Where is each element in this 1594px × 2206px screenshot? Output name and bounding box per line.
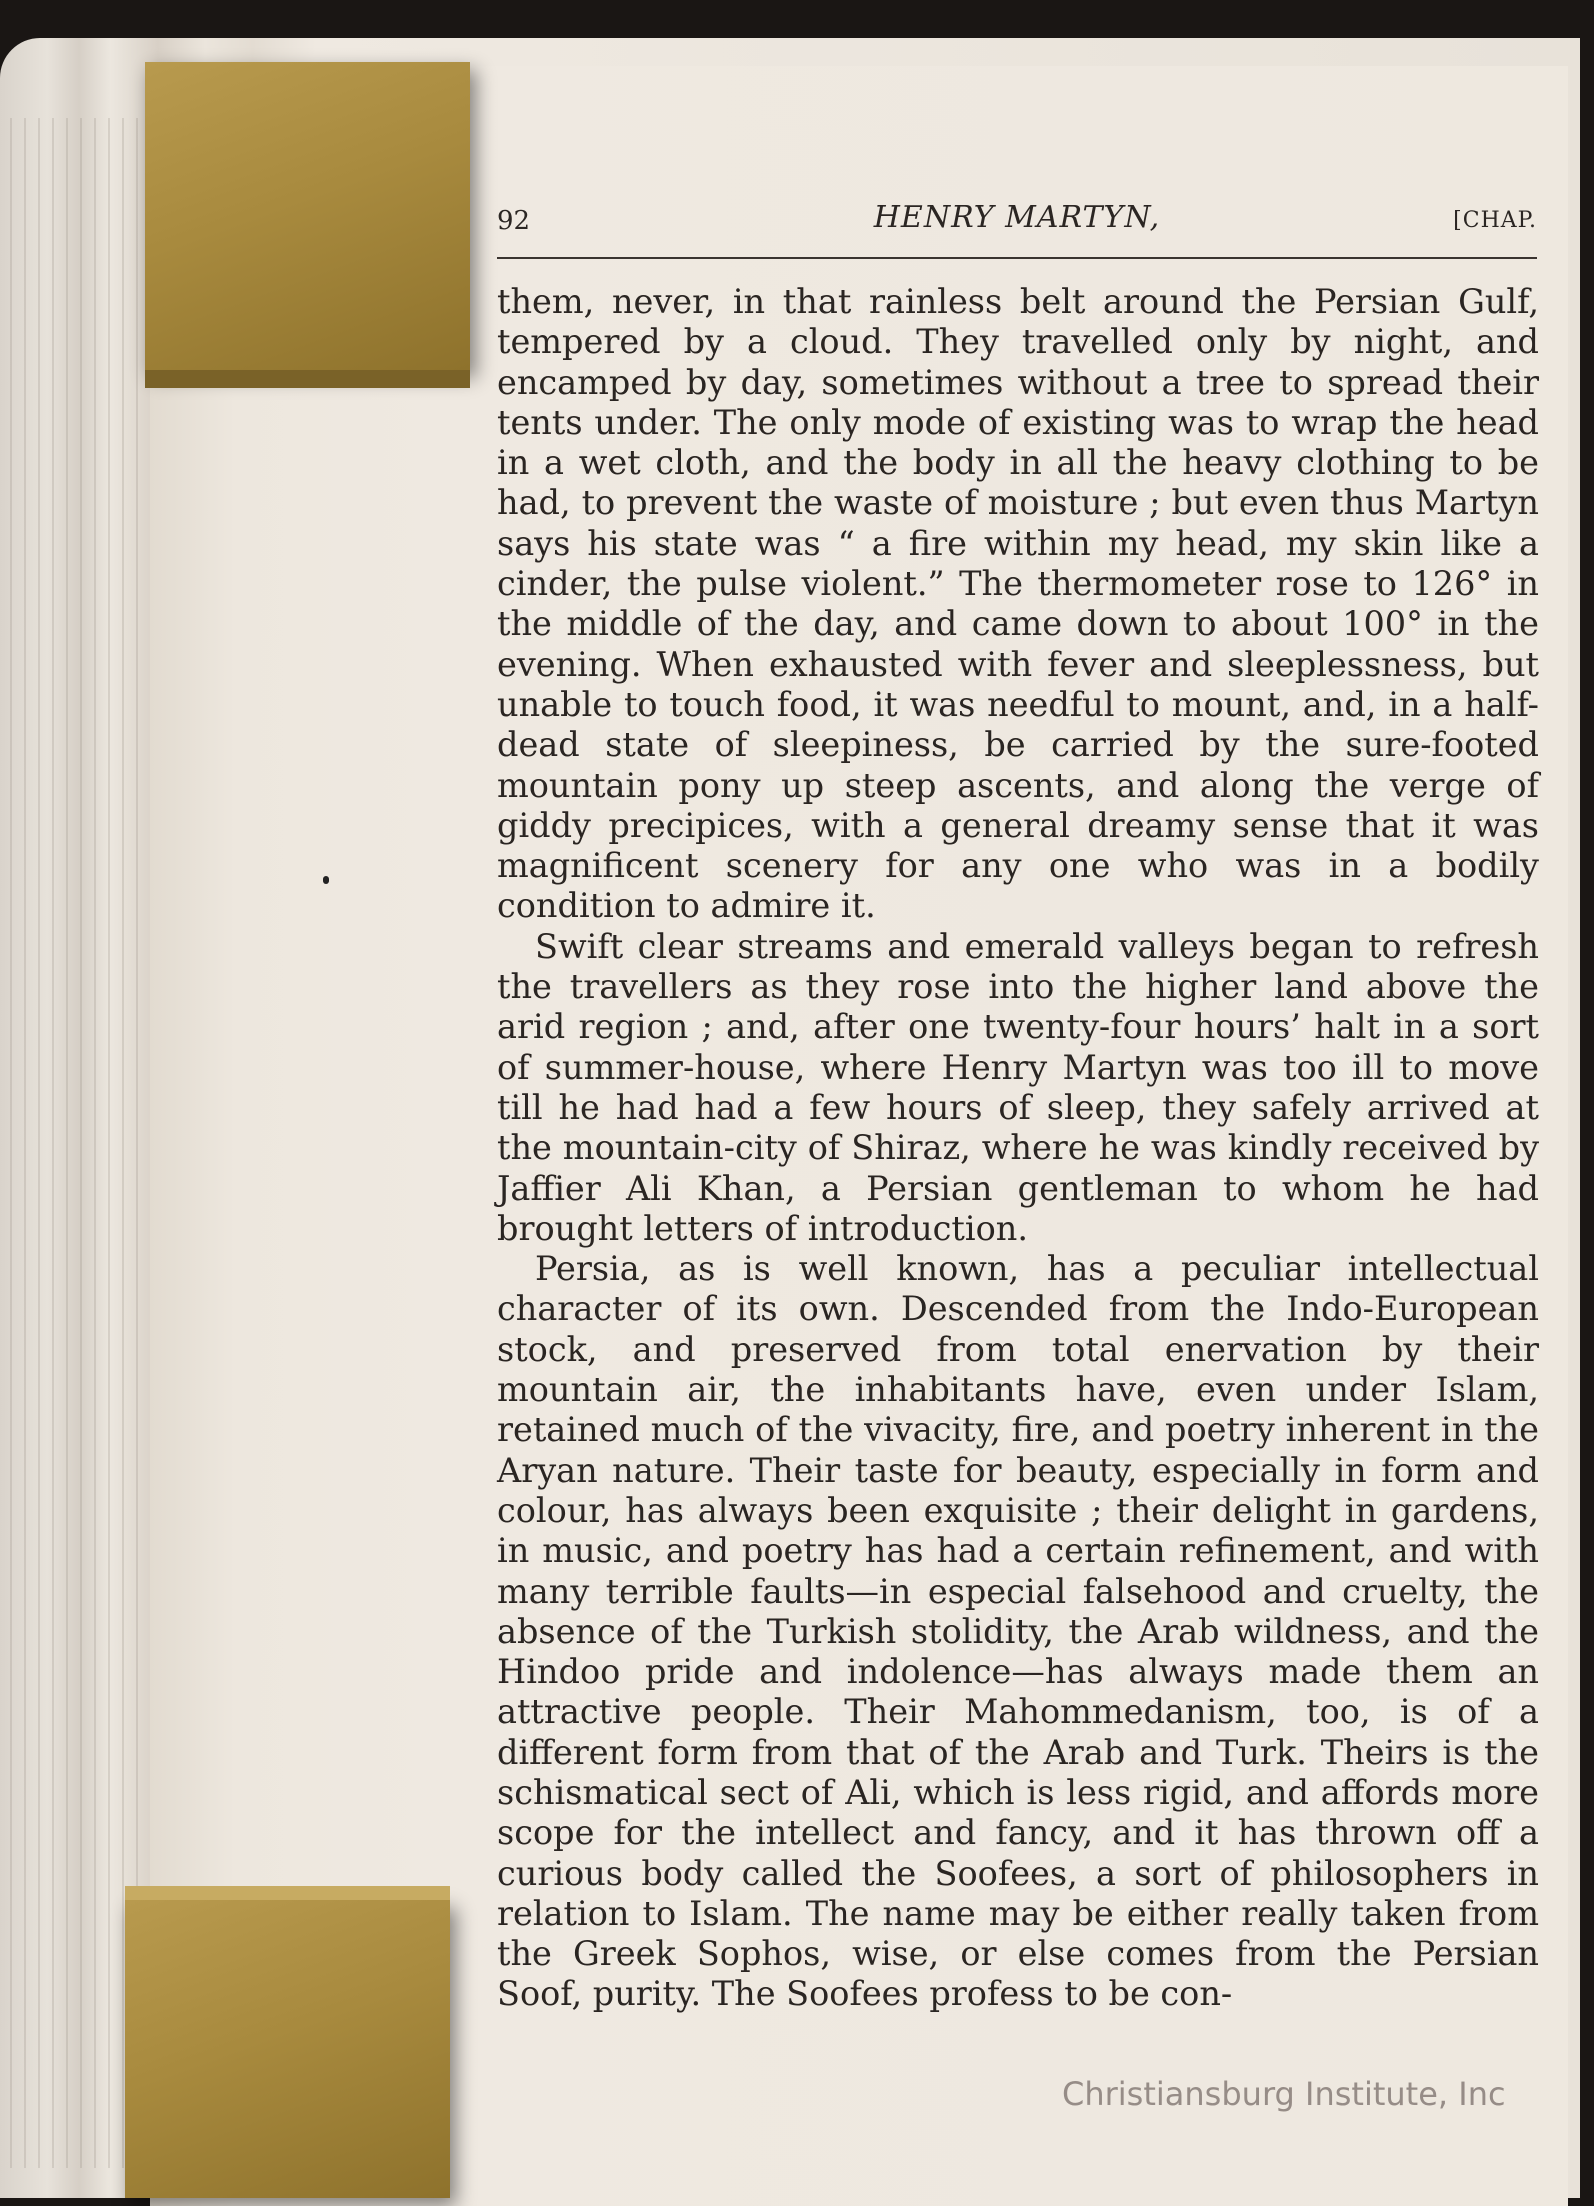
running-title: HENRY MARTYN, xyxy=(873,200,1161,235)
speck xyxy=(323,876,329,884)
chapter-mark: [CHAP. xyxy=(1453,208,1537,233)
body-text xyxy=(497,282,1539,2015)
paragraph: Swift clear streams and emerald valleys began to refresh the travellers as they rose into the higher land above the arid region ; and, after one twenty-four hours’ halt in a sort of summer-house, where Henry Martyn was too ill to move till he had had a few hours of sleep, they safely arrived at the mountain-city of Shiraz, where he was kindly received by Jaffier Ali Khan, a Persian gentleman to whom he had brought letters of introduction. xyxy=(497,926,1539,1248)
page-number: 92 xyxy=(497,206,531,236)
page-edges xyxy=(10,118,140,2168)
page-holder-clip-top xyxy=(145,62,470,370)
paragraph: them, never, in that rainless belt around the Persian Gulf, tempered by a cloud. They travelled only by night, and encamped by day, sometimes without a tree to spread their tents under. The only mode of existing was to wrap the head in a wet cloth, and the body in all the heavy clothing to be had, to prevent the waste of moisture ; but even thus Martyn says his state was “ a fire within my head, my skin like a cinder, the pulse violent.” The thermometer rose to 126° in the middle of the day, and came down to about 100° in the evening. When exhausted with fever and sleeplessness, but unable to touch food, it was needful to mount, and, in a half-dead state of sleepiness, be carried by the sure-footed mountain pony up steep ascents, and along the verge of giddy precipices, with a general dreamy sense that it was magnificent scenery for any one who was in a bodily condition to admire it. xyxy=(497,282,1539,926)
paragraph: Persia, as is well known, has a peculiar intellectual character of its own. Descended from the Indo-European stock, and preserved from total enervation by their mountain air, the inhabitants have, even under Islam, retained much of the vivacity, fire, and poetry inherent in the Aryan nature. Their taste for beauty, especially in form and colour, has always been exquisite ; their delight in gardens, in music, and poetry has had a certain refinement, and with many terrible faults—in especial falsehood and cruelty, the absence of the Turkish stolidity, the Arab wildness, and the Hindoo pride and indolence—has always made them an attractive people. Their Mahommedanism, too, is of a different form from that of the Arab and Turk. Theirs is the schismatical sect of Ali, which is less rigid, and affords more scope for the intellect and fancy, and it has thrown off a curious body called the Soofees, a sort of philosophers in relation to Islam. The name may be either really taken from the Greek Sophos, wise, or else comes from the Persian Soof, purity. The Soofees profess to be con- xyxy=(497,1249,1539,2014)
page-header xyxy=(497,200,1537,244)
header-rule xyxy=(497,257,1537,259)
page-holder-clip-bottom xyxy=(125,1900,450,2198)
watermark: Christiansburg Institute, Inc xyxy=(1062,2075,1506,2113)
